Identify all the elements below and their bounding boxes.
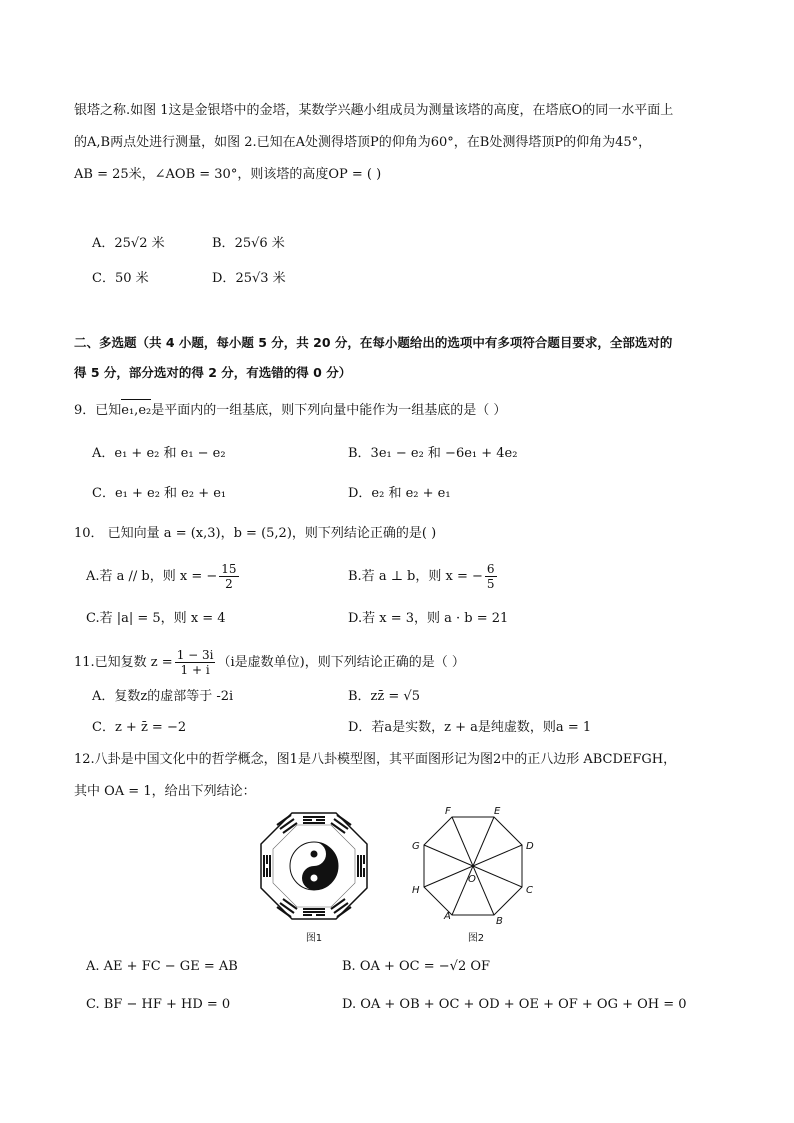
section-2-heading-line-2: 得 5 分，部分选对的得 2 分，有选错的得 0 分） [74,365,352,380]
q8-option-b-text: 25√6 米 [234,236,285,251]
q10-option-a-fraction [219,562,238,591]
q10-option-a [86,562,241,591]
yin-yang-icon [290,842,338,890]
q9-option-b: B．3e₁ − e₂ 和 −6e₁ + 4e₂ [348,446,518,461]
q12-option-b: B. OA + OC = −√2 OF [342,959,491,974]
q8-option-c [92,270,149,288]
q11-option-b: B．zz̄ = √5 [348,689,420,704]
q8-option-d-label: D． [212,271,236,286]
bagua-figure [255,805,373,945]
q12-line-1: 12.八卦是中国文化中的哲学概念，图1是八卦模型图，其平面图形记为图2中的正八边形 ABCDEFGH， [74,752,677,767]
q8-option-b-label: B． [212,236,235,251]
q11-stem-numerator: 1 − 3i [176,648,214,662]
q10-option-b-denominator: 5 [486,577,495,591]
q10-option-b-numerator: 6 [486,562,495,576]
q12-option-c: C. BF − HF + HD = 0 [86,997,231,1012]
q10-option-b-text: B.若 a ⊥ b，则 x = − [348,569,483,584]
q12-line-2: 其中 OA = 1，给出下列结论： [74,784,256,799]
vertex-label-c: C [526,885,533,896]
q11-stem-fraction [175,648,216,677]
q8-option-d [212,270,286,288]
q11-stem-prefix: 11.已知复数 z = [74,655,173,670]
q11-stem-suffix: （i是虚数单位)，则下列结论正确的是（ ） [217,655,465,670]
q11-stem [74,648,465,677]
q8-line-2: 的A,B两点处进行测量，如图 2.已知在A处测得塔顶P的仰角为60°，在B处测得塔顶P的仰角为45°， [74,135,652,150]
q10-option-a-numerator: 15 [221,562,237,576]
q9-option-d: D．e₂ 和 e₂ + e₁ [348,486,451,501]
center-label-o: O [468,874,476,885]
q9-option-a: A．e₁ + e₂ 和 e₁ − e₂ [92,446,226,461]
q8-option-b [212,235,285,253]
q9-stem-suffix: 是平面内的一组基底，则下列向量中能作为一组基底的是（ ） [151,403,507,418]
vertex-label-h: H [412,885,420,896]
q10-option-b-fraction [485,562,497,591]
vertex-label-a: A [444,911,451,922]
section-2-heading-line-1: 二、多选题（共 4 小题，每小题 5 分，共 20 分，在每小题给出的选项中有多项符合题目要求，全部选对的 [74,335,673,350]
figure-1-caption: 图1 [305,933,323,944]
q8-option-c-label: C． [92,271,115,286]
octagon-figure [400,805,550,945]
q9-stem-vectors: e₁,e₂ [121,403,152,418]
q8-option-c-text: 50 米 [114,271,149,286]
q11-option-a: A．复数z的虚部等于 -2i [92,689,234,704]
q8-option-a [92,235,165,253]
q11-stem-denominator: 1 + i [180,663,210,677]
vertex-label-g: G [412,841,420,852]
q8-line-3: AB = 25米，∠AOB = 30°，则该塔的高度OP = ( ) [74,167,382,182]
q10-option-c: C.若 |a| = 5，则 x = 4 [86,611,226,626]
q8-option-a-text: 25√2 米 [114,236,165,251]
q9-stem [74,402,506,420]
q10-option-a-denominator: 2 [225,577,233,591]
q11-option-d: D．若a是实数，z + a是纯虚数，则a = 1 [348,720,592,735]
q8-option-d-text: 25√3 米 [235,271,286,286]
q10-option-b [348,562,499,591]
q10-stem: 10． 已知向量 a = (x,3)，b = (5,2)，则下列结论正确的是( ) [74,526,437,541]
q8-line-1: 银塔之称.如图 1这是金银塔中的金塔，某数学兴趣小组成员为测量该塔的高度，在塔底O的同一水平面上 [74,103,674,118]
vertex-label-b: B [496,916,503,927]
figure-2-caption: 图2 [467,933,485,944]
q12-option-a: A. AE + FC − GE = AB [86,959,238,974]
q11-option-c: C．z + z̄ = −2 [92,720,187,735]
vertex-label-d: D [526,841,534,852]
q12-option-d: D. OA + OB + OC + OD + OE + OF + OG + OH = 0 [342,997,687,1012]
q8-option-a-label: A． [92,236,115,251]
q10-option-a-text: A.若 a // b，则 x = − [86,569,218,584]
vertex-label-f: F [445,806,451,817]
q9-stem-prefix: 9．已知 [74,403,122,418]
q10-option-d: D.若 x = 3，则 a · b = 21 [348,611,509,626]
q9-option-c: C．e₁ + e₂ 和 e₂ + e₁ [92,486,227,501]
vertex-label-e: E [494,806,501,817]
